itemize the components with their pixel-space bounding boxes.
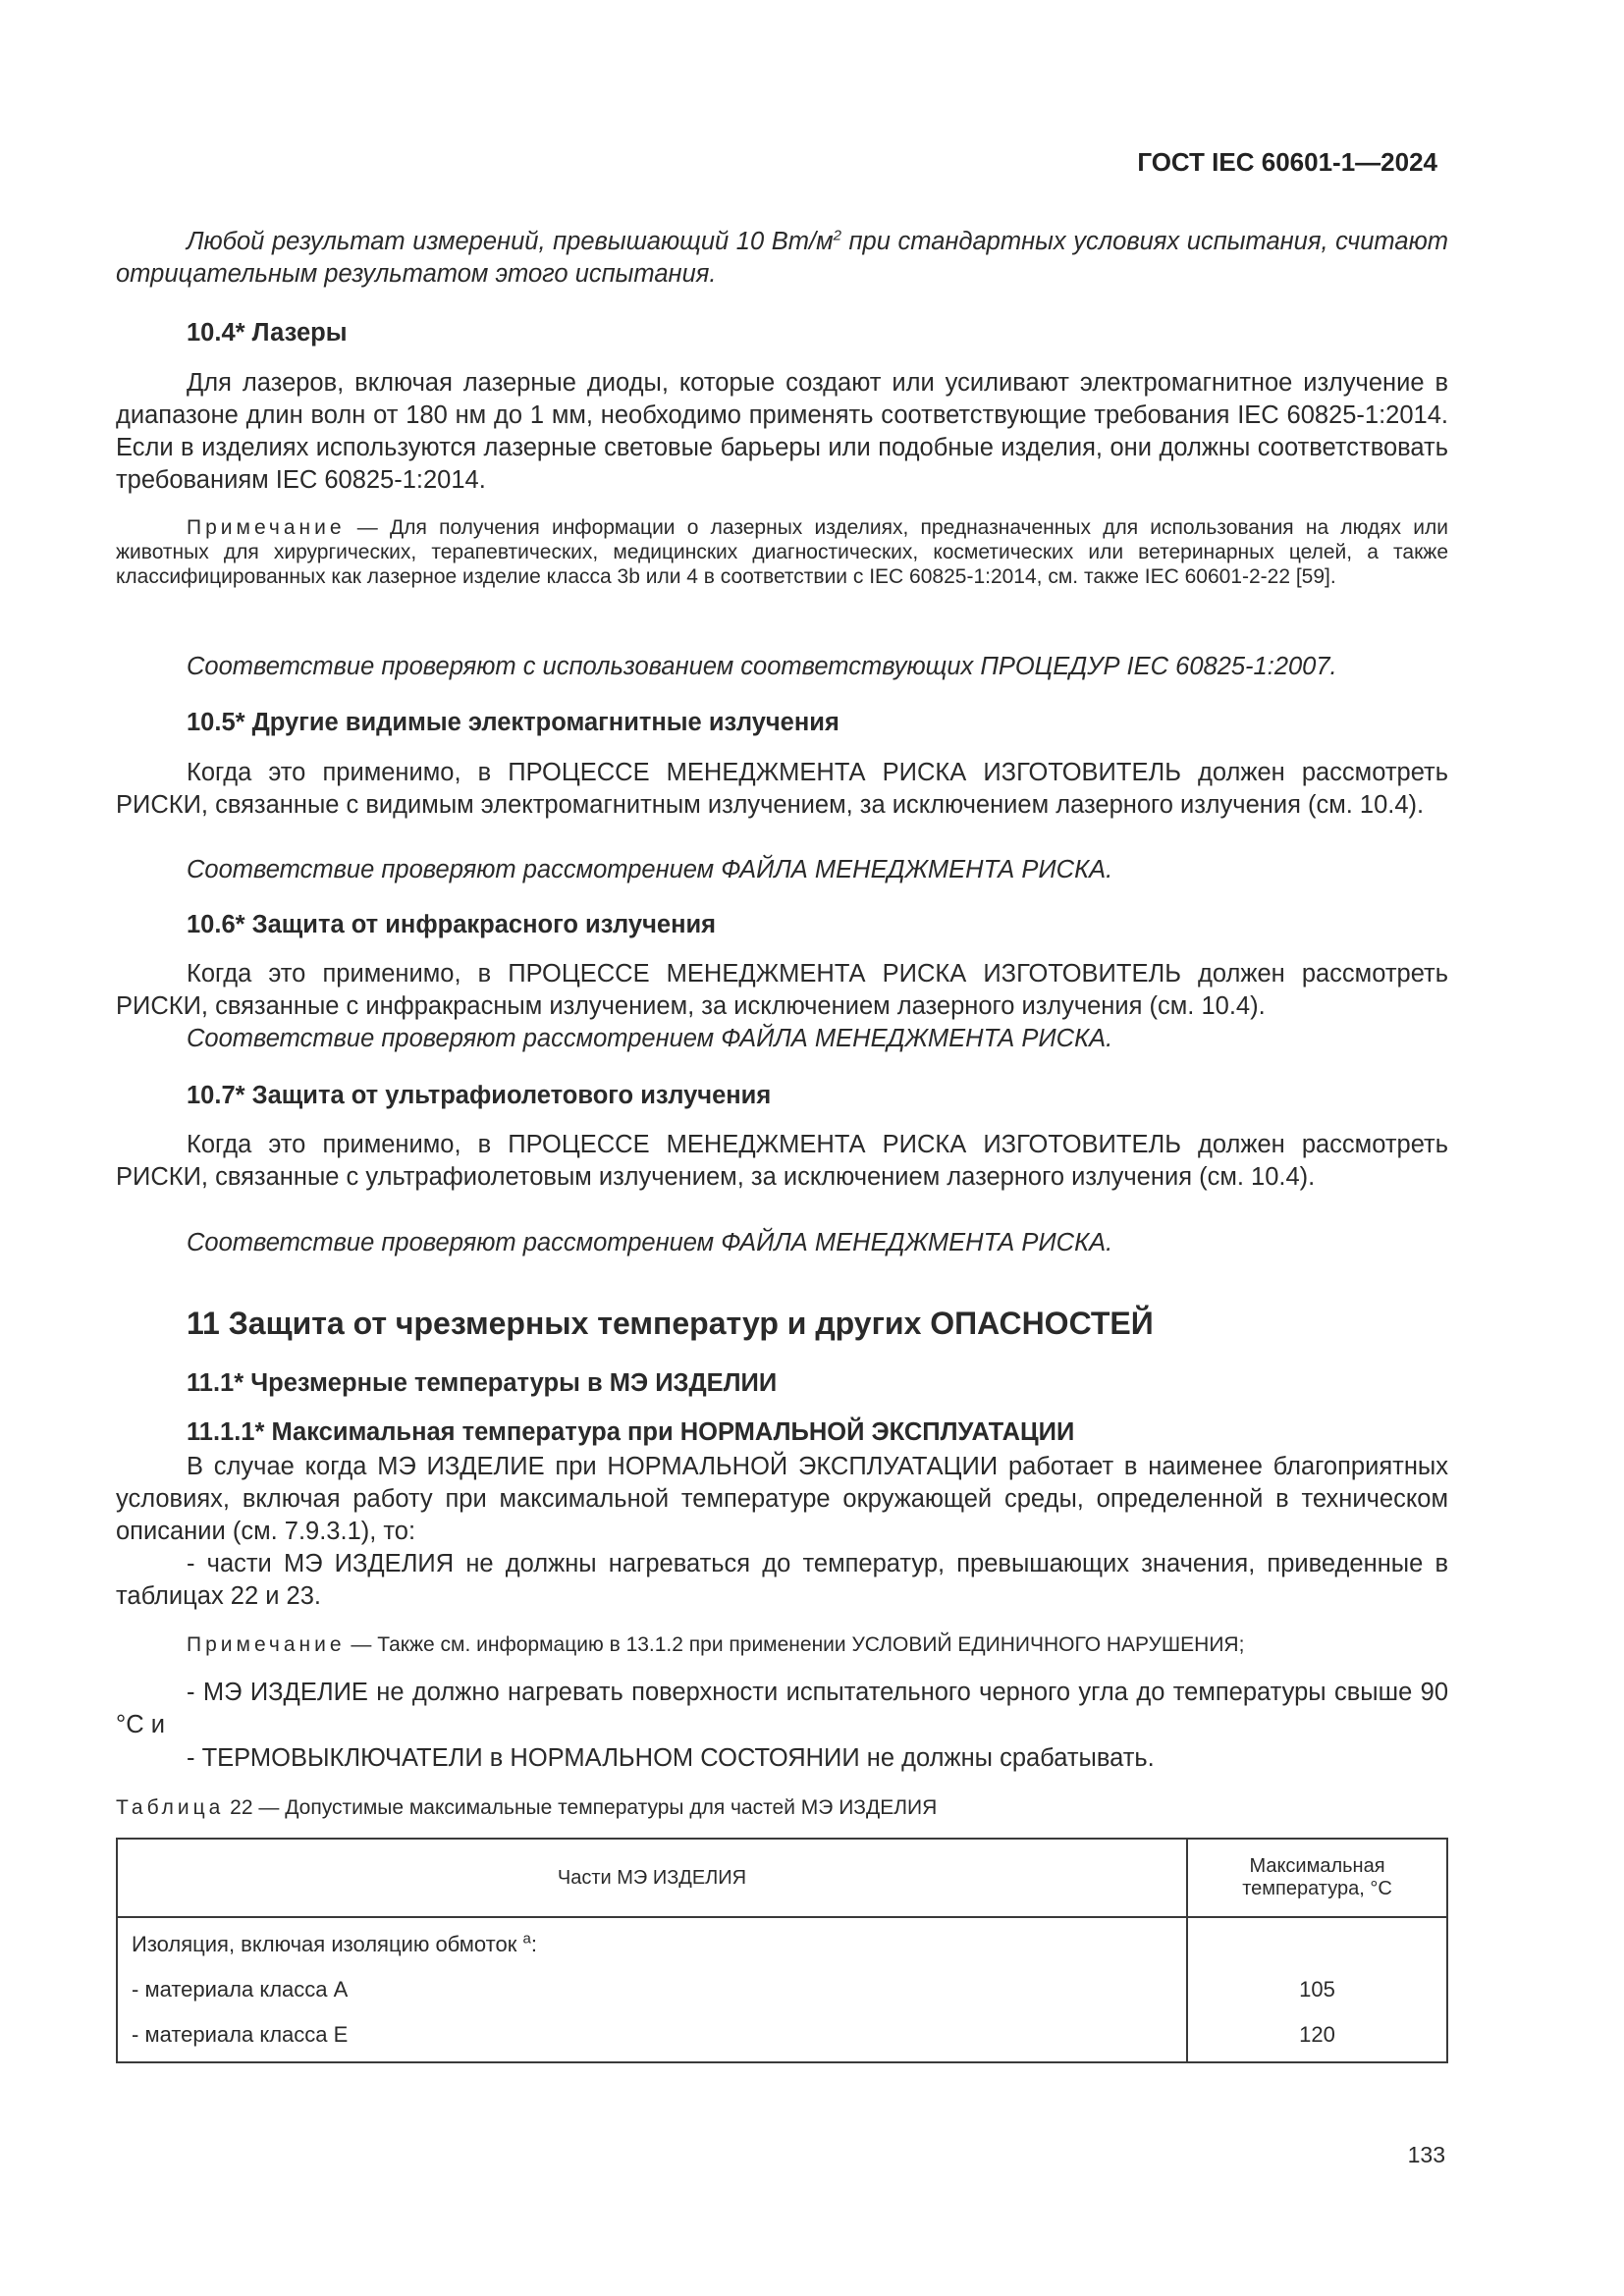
part-row-2: - материала класса Е [132,2022,349,2047]
section-10-7-paragraph: Когда это применимо, в ПРОЦЕССЕ МЕНЕДЖМЕНТА РИСКА ИЗГОТОВИТЕЛЬ должен рассмотреть РИСКИ, связанные с ультрафиолетовым излучением, за исключением лазерного излучения (см. 10.4). [116,1131,1448,1191]
temp-row-1: 105 [1299,1977,1335,2002]
section-10-6-paragraph: Когда это применимо, в ПРОЦЕССЕ МЕНЕДЖМЕНТА РИСКА ИЗГОТОВИТЕЛЬ должен рассмотреть РИСКИ, связанные с инфракрасным излучением, за исключением лазерного излучения (см. 10.4). [116,960,1448,1020]
section-10-4-compliance: Соответствие проверяют с использованием соответствующих ПРОЦЕДУР IEC 60825-1:2007. [187,653,1337,680]
note-label: Примечание [187,1633,346,1656]
section-10-5-heading: 10.5* Другие видимые электромагнитные излучения [187,709,839,736]
section-10-4-paragraph: Для лазеров, включая лазерные диоды, которые создают или усиливают электромагнитное излучение в диапазоне длин волн от 180 нм до 1 мм, необходимо применять соответствующие требования IEC 60825-1:2014. Если в изделиях используются лазерные световые барьеры или подобные изделия, они должны соответствовать требованиям IEC 60825-1:2014. [116,369,1448,494]
note-label: Примечание [187,516,346,539]
section-11-note [116,1632,1448,1657]
col-temp-header: Максимальная температура, °С [1187,1839,1447,1917]
document-header: ГОСТ IEC 60601-1—2024 [1137,147,1437,177]
list-item-2: - МЭ ИЗДЕЛИЕ не должно нагревать поверхности испытательного черного угла до температуры свыше 90 °С и [116,1679,1448,1738]
section-11-1-1-heading: 11.1.1* Максимальная температура при НОРМАЛЬНОЙ ЭКСПЛУАТАЦИИ [187,1418,1075,1446]
section-11-1-heading: 11.1* Чрезмерные температуры в МЭ ИЗДЕЛИИ [187,1369,778,1397]
caption-label: Таблица [116,1796,225,1819]
section-10-6-compliance: Соответствие проверяют рассмотрением ФАЙЛА МЕНЕДЖМЕНТА РИСКА. [187,1025,1113,1052]
list-item-1: - части МЭ ИЗДЕЛИЯ не должны нагреваться до температур, превышающих значения, приведенные в таблицах 22 и 23. [116,1550,1448,1610]
part-row-1: - материала класса А [132,1977,349,2002]
temp-row-2: 120 [1299,2022,1335,2047]
list-item-3: - ТЕРМОВЫКЛЮЧАТЕЛИ в НОРМАЛЬНОМ СОСТОЯНИИ не должны срабатывать. [187,1744,1155,1772]
section-10-4-note [116,515,1448,589]
intro-text: Любой результат измерений, превышающий 10 Вт/м [187,228,834,255]
table-header-row [117,1839,1447,1917]
caption-text: 22 — Допустимые максимальные температуры для частей МЭ ИЗДЕЛИЯ [224,1796,938,1819]
section-10-5-paragraph: Когда это применимо, в ПРОЦЕССЕ МЕНЕДЖМЕНТА РИСКА ИЗГОТОВИТЕЛЬ должен рассмотреть РИСКИ, связанные с видимым электромагнитным излучением, за исключением лазерного излучения (см. 10.4). [116,759,1448,819]
intro-text-end: при стандартных условиях испытания, считают отрицательным результатом этого испытания. [116,228,1448,288]
table-22 [116,1838,1448,2063]
table-22-caption [116,1796,937,1820]
col-parts-header: Части МЭ ИЗДЕЛИЯ [117,1839,1187,1917]
intro-paragraph [116,226,1448,291]
section-10-7-compliance: Соответствие проверяют рассмотрением ФАЙЛА МЕНЕДЖМЕНТА РИСКА. [187,1229,1113,1256]
footnote-marker: a [522,1930,531,1948]
parts-cell [117,1917,1187,2062]
section-10-4-heading: 10.4* Лазеры [187,319,348,347]
page-number: 133 [1407,2142,1445,2167]
section-10-6-heading: 10.6* Защита от инфракрасного излучения [187,911,717,938]
temp-cell [1187,1917,1447,2062]
intro-superscript: 2 [833,227,841,244]
section-11-heading: 11 Защита от чрезмерных температур и других ОПАСНОСТЕЙ [187,1306,1154,1341]
group-label: Изоляция, включая изоляцию обмоток $^a$: [132,1930,537,1956]
section-11-1-1-paragraph: В случае когда МЭ ИЗДЕЛИЕ при НОРМАЛЬНОЙ ЭКСПЛУАТАЦИИ работает в наименее благоприятных условиях, включая работу при максимальной температуре окружающей среды, определенной в техническом описании (см. 7.9.3.1), то: [116,1453,1448,1545]
note-text: — Для получения информации о лазерных изделиях, предназначенных для использования на людях или животных для хирургических, терапевтических, медицинских диагностических, косметических или ветеринарных целей, а также классифицированных как лазерное изделие класса 3b или 4 в соответствии с IEC 60825-1:2014, см. также IEC 60601-2-22 [59]. [116,516,1448,588]
section-10-5-compliance: Соответствие проверяют рассмотрением ФАЙЛА МЕНЕДЖМЕНТА РИСКА. [187,856,1113,883]
table-row [117,1917,1447,2062]
note-text: — Также см. информацию в 13.1.2 при применении УСЛОВИЙ ЕДИНИЧНОГО НАРУШЕНИЯ; [345,1633,1245,1656]
section-10-7-heading: 10.7* Защита от ультрафиолетового излучения [187,1082,772,1109]
